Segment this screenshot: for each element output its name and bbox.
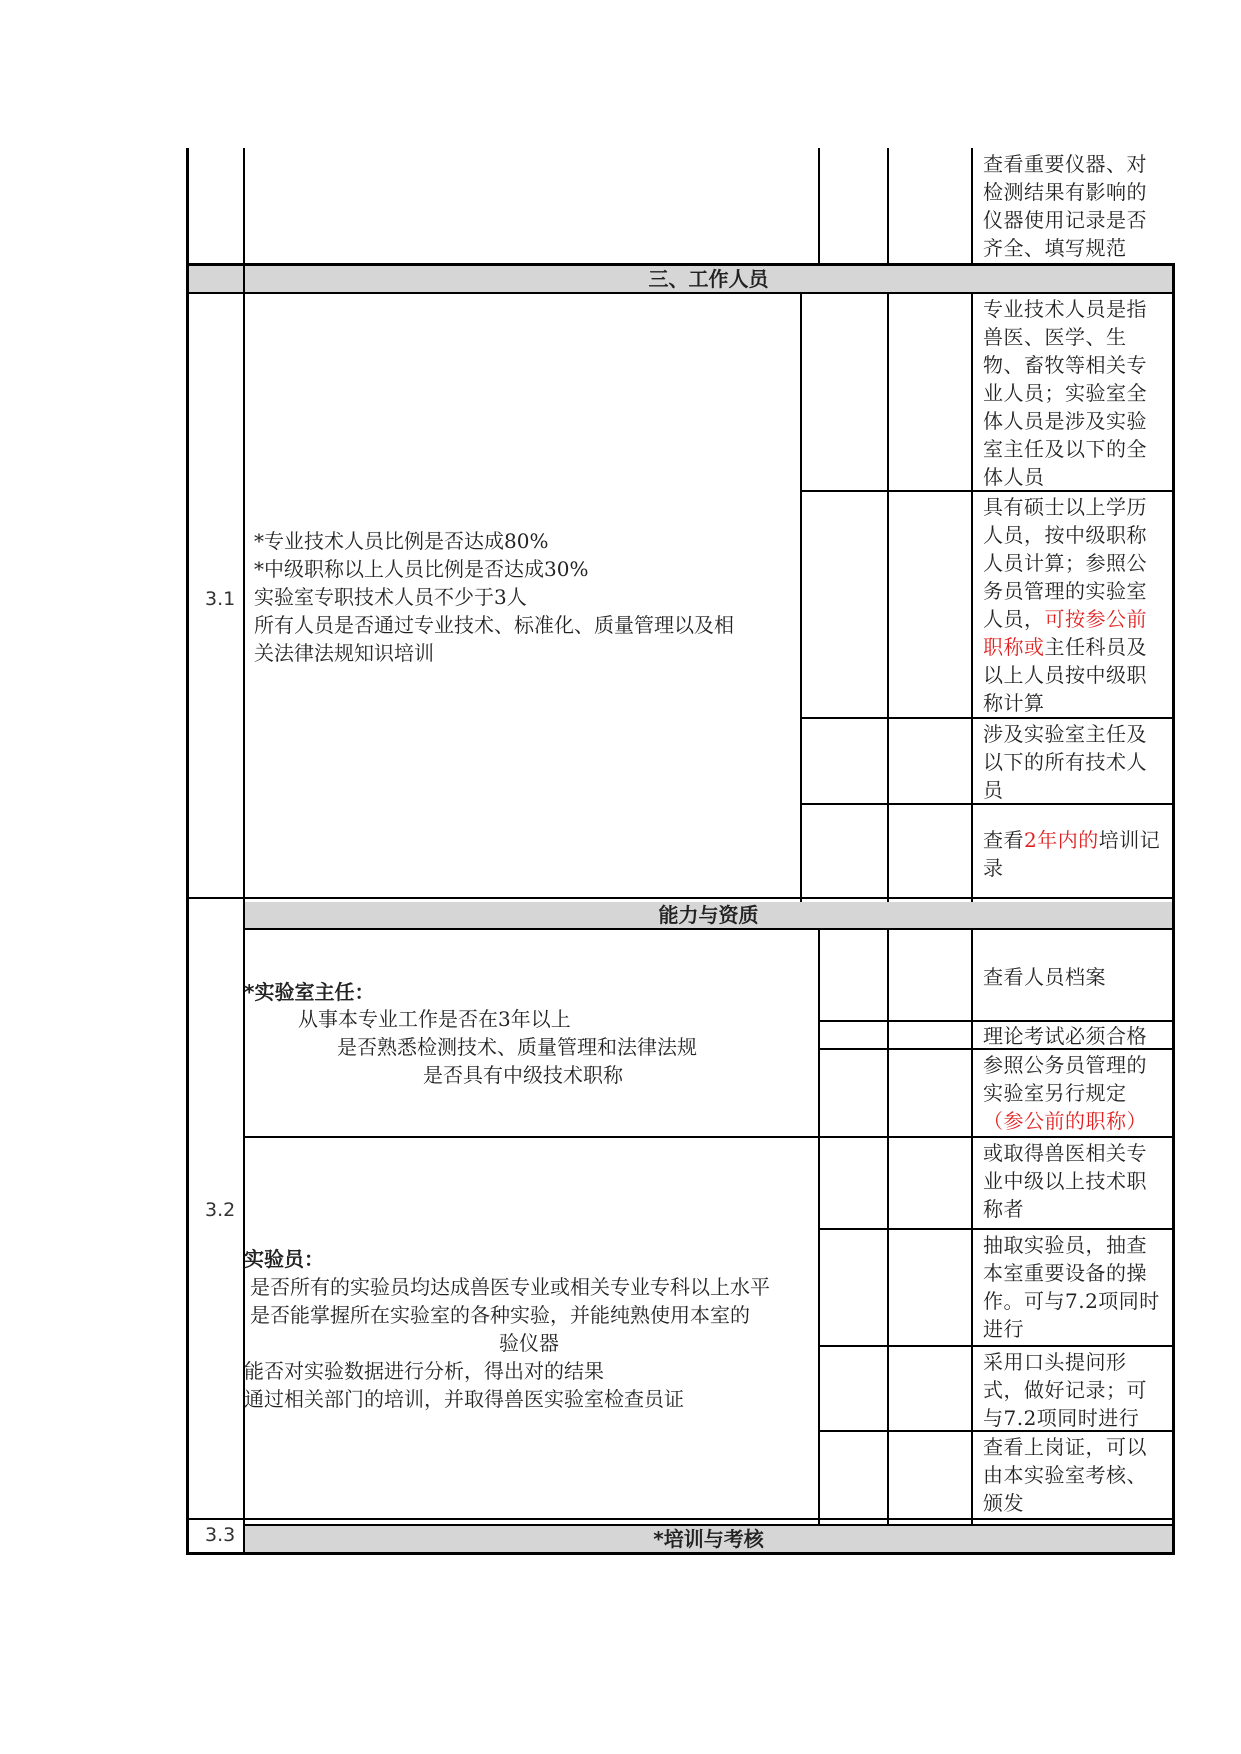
item-3-1-line: 实验室专职技术人员不少于3人 xyxy=(254,585,527,609)
rule-32-d xyxy=(818,1345,1175,1347)
col-b-top xyxy=(887,148,889,265)
staff-line: 通过相关部门的培训，并取得兽医实验室检查员证 xyxy=(244,1387,684,1411)
item-3-2-note-4: 或取得兽医相关专业中级以上技术职称者 xyxy=(983,1141,1147,1221)
item-3-1-line: *中级职称以上人员比例是否达成30% xyxy=(254,557,589,581)
item-3-2-note-7: 查看上岗证，可以由本实验室考核、颁发 xyxy=(983,1435,1147,1515)
note-text: 具有硕士以上学历人员，按中级职称人员计算；参照公务员管理的实验室人员， xyxy=(983,495,1147,631)
top-row-note: 查看重要仪器、对检测结果有影响的仪器使用记录是否齐全、填写规范 xyxy=(983,152,1147,260)
rule-32-c xyxy=(818,1228,1175,1230)
item-3-2-note-6: 采用口头提问形式，做好记录；可与7.2项同时进行 xyxy=(983,1350,1147,1430)
director-line: 从事本专业工作是否在3年以上 xyxy=(298,1007,571,1031)
note-text: 主任科员及以上人员按中级职称计算 xyxy=(983,635,1147,715)
section-3-title: 三、工作人员 xyxy=(648,267,769,291)
staff-line: 能否对实验数据进行分析，得出对的结果 xyxy=(244,1359,604,1383)
item-3-1-note-3: 涉及实验室主任及以下的所有技术人员 xyxy=(983,722,1147,802)
item-3-1-line: 关法律法规知识培训 xyxy=(254,641,434,665)
director-line: 是否熟悉检测技术、质量管理和法律法规 xyxy=(337,1035,697,1059)
col-a-31 xyxy=(800,293,802,902)
note-text: 参照公务员管理的实验室另行规定 xyxy=(983,1053,1147,1105)
item-3-1-note-1: 专业技术人员是指兽医、医学、生物、畜牧等相关专业人员；实验室全体人员是涉及实验室主任及以下的全体人员 xyxy=(983,297,1147,489)
item-3-2-number: 3.2 xyxy=(205,1199,236,1221)
training-title: *培训与考核 xyxy=(653,1527,764,1551)
staff-title: 实验员： xyxy=(244,1247,324,1271)
note-red-text: （参公前的职称） xyxy=(983,1109,1147,1133)
item-3-1-line: 所有人员是否通过专业技术、标准化、质量管理以及相 xyxy=(254,613,734,637)
item-3-2-note-2: 理论考试必须合格 xyxy=(983,1024,1147,1048)
director-title: *实验室主任： xyxy=(244,980,375,1004)
director-line: 是否具有中级技术职称 xyxy=(423,1063,623,1087)
ability-header: 能力与资质 xyxy=(658,903,759,927)
table-left-border xyxy=(186,148,189,1555)
col-b-31 xyxy=(887,293,889,902)
rule-31-bottom xyxy=(186,897,1175,899)
note-red-text: 2年内的 xyxy=(1024,828,1099,852)
number-column-border xyxy=(243,148,245,1555)
item-3-3-number: 3.3 xyxy=(205,1524,236,1546)
staff-line: 验仪器 xyxy=(499,1331,559,1355)
col-a-top xyxy=(818,148,820,265)
item-3-1-content xyxy=(254,527,734,667)
col-c-top xyxy=(971,148,973,265)
staff-line: 是否所有的实验员均达成兽医专业或相关专业专科以上水平 xyxy=(250,1275,770,1299)
item-3-1-line: *专业技术人员比例是否达成80% xyxy=(254,529,549,553)
rule-32-director-bottom xyxy=(243,1136,1175,1138)
item-3-2-note-5: 抽取实验员，抽查本室重要设备的操作。可与7.2项同时进行 xyxy=(983,1233,1160,1341)
note-text: 培训记录 xyxy=(983,828,1161,880)
item-3-2-note-3 xyxy=(983,1051,1165,1135)
note-text: 查看 xyxy=(983,828,1024,852)
col-c-31 xyxy=(971,293,973,902)
item-3-1-note-2 xyxy=(983,493,1165,717)
item-3-2-note-1: 查看人员档案 xyxy=(983,965,1106,989)
rule-33-top xyxy=(186,1518,1175,1520)
item-3-1-note-4 xyxy=(983,826,1165,882)
note-red-text: 可按参公前职称或 xyxy=(983,607,1147,659)
rule-31-b xyxy=(800,717,1175,719)
item-3-1-number: 3.1 xyxy=(205,588,236,610)
staff-line: 是否能掌握所在实验室的各种实验，并能纯熟使用本室的 xyxy=(250,1303,750,1327)
